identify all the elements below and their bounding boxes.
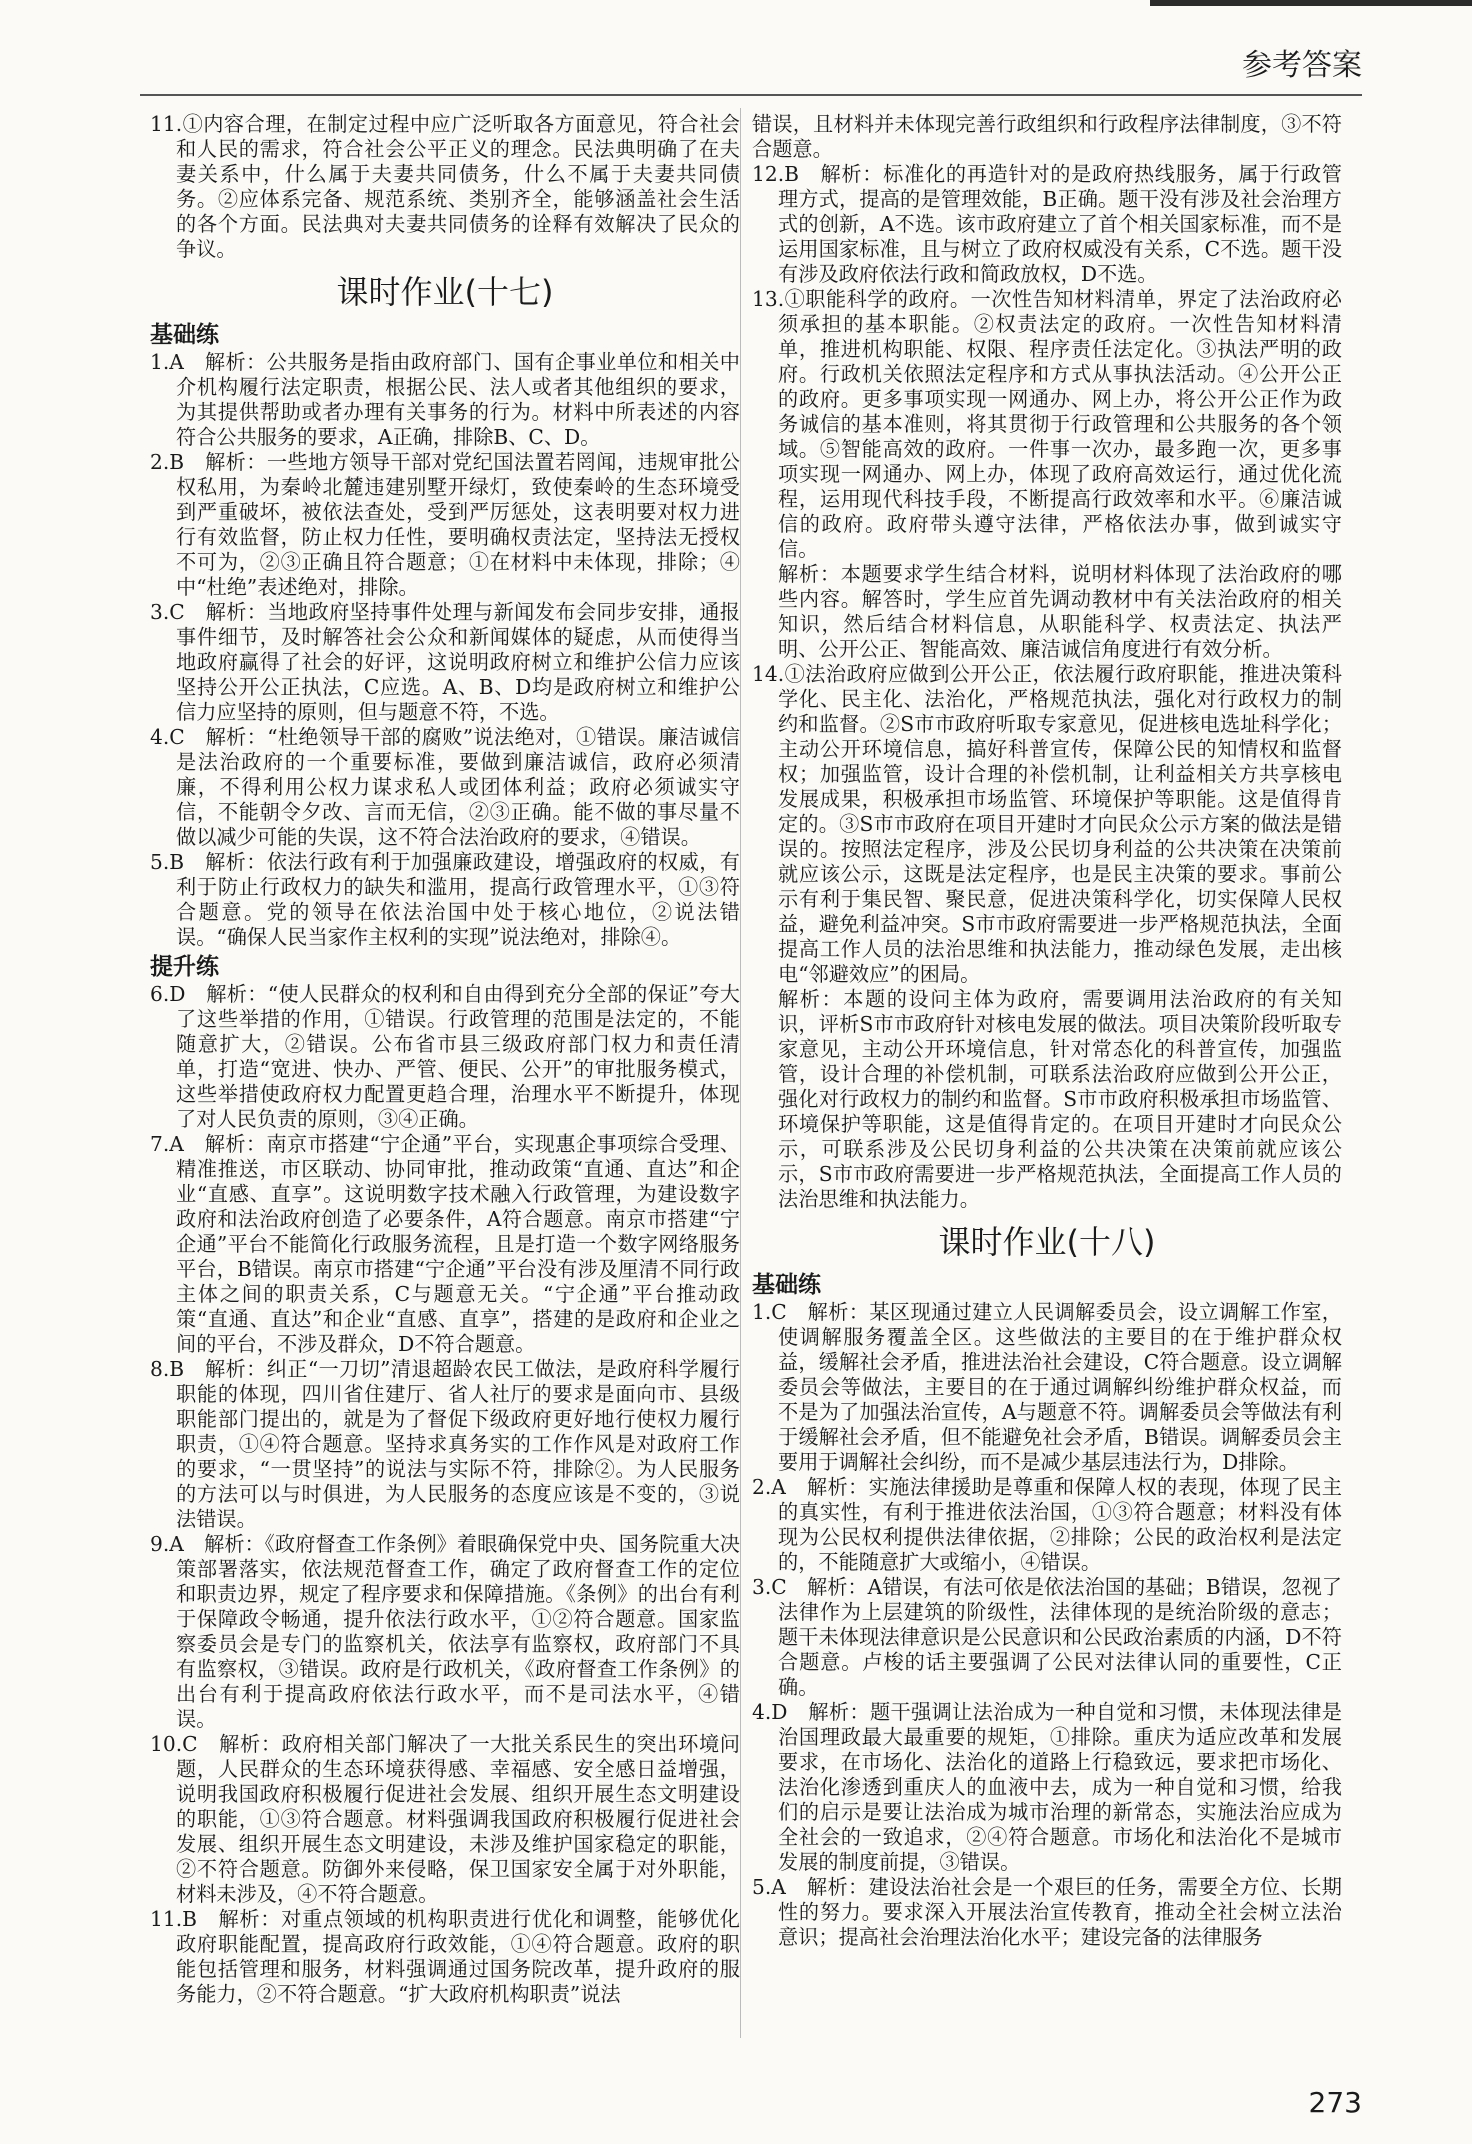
answer-entry: 10.C 解析：政府相关部门解决了一大批关系民生的突出环境问题，人民群众的生态环境获得感、幸福感、安全感日益增强，说明我国政府积极履行促进社会发展、组织开展生态文明建设的职能，①③符合题意。材料强调我国政府积极履行促进社会发展、组织开展生态文明建设，未涉及维护国家稳定的职能，②不符合题意。防御外来侵略，保卫国家安全属于对外职能，材料未涉及，④不符合题意。 <box>150 1732 740 1906</box>
answer-entry: 4.D 解析：题干强调让法治成为一种自觉和习惯，未体现法律是治国理政最大最重要的规矩，①排除。重庆为适应改革和发展要求，在市场化、法治化的道路上行稳致远，要求把市场化、法治化渗透到重庆人的血液中去，成为一种自觉和习惯，给我们的启示是要让法治成为城市治理的新常态，实施法治应成为全社会的一致追求，②④符合题意。市场化和法治化不是城市发展的制度前提，③错误。 <box>752 1700 1342 1874</box>
section-title: 课时作业(十七) <box>336 273 554 311</box>
page-number: 273 <box>1308 2086 1362 2119</box>
answer-entry: 7.A 解析：南京市搭建“宁企通”平台，实现惠企事项综合受理、精准推送，市区联动、协同审批，推动政策“直通、直达”和企业“直感、直享”。这说明数字技术融入行政管理，为建设数字政府和法治政府创造了必要条件，A符合题意。南京市搭建“宁企通”平台不能简化行政服务流程，且是打造一个数字网络服务平台，B错误。南京市搭建“宁企通”平台没有涉及厘清不同行政主体之间的职责关系，C与题意无关。“宁企通”平台推动政策“直通、直达”和企业“直感、直享”，搭建的是政府和企业之间的平台，不涉及群众，D不符合题意。 <box>150 1132 740 1356</box>
answer-entry: 9.A 解析：《政府督查工作条例》着眼确保党中央、国务院重大决策部署落实，依法规范督查工作，确定了政府督查工作的定位和职责边界，规定了程序要求和保障措施。《条例》的出台有利于保障政令畅通，提升依法行政水平，①②符合题意。国家监察委员会是专门的监察机关，依法享有监察权，政府部门不具有监察权，③错误。政府是行政机关，《政府督查工作条例》的出台有利于提高政府依法行政水平，而不是司法水平，④错误。 <box>150 1532 740 1731</box>
subsection-title: 基础练 <box>150 322 219 348</box>
answer-entry: 2.A 解析：实施法律援助是尊重和保障人权的表现，体现了民主的真实性，有利于推进依法治国，①③符合题意；材料没有体现为公民权利提供法律依据，②排除；公民的政治权利是法定的，不能随意扩大或缩小，④错误。 <box>752 1475 1342 1574</box>
answer-entry: 13.①职能科学的政府。一次性告知材料清单，界定了法治政府必须承担的基本职能。②权责法定的政府。一次性告知材料清单，推进机构职能、权限、程序责任法定化。③执法严明的政府。行政机关依照法定程序和方式从事执法活动。④公开公正的政府。更多事项实现一网通办、网上办，将公开公正作为政务诚信的基本准则，将其贯彻于行政管理和公共服务的各个领域。⑤智能高效的政府。一件事一次办，最多跑一次，更多事项实现一网通办、网上办，体现了政府高效运行，通过优化流程，运用现代科技手段，不断提高行政效率和水平。⑥廉洁诚信的政府。政府带头遵守法律，严格依法办事，做到诚实守信。 <box>752 287 1342 561</box>
top-rule <box>1150 0 1472 6</box>
left-column <box>150 112 740 2007</box>
answer-entry: 12.B 解析：标准化的再造针对的是政府热线服务，属于行政管理方式，提高的是管理效能，B正确。题干没有涉及社会治理方式的创新，A不选。该市政府建立了首个相关国家标准，而不是运用国家标准，且与树立了政府权威没有关系，C不选。题干没有涉及政府依法行政和简政放权，D不选。 <box>752 162 1342 286</box>
answer-continuation: 错误，且材料并未体现完善行政组织和行政程序法律制度，③不符合题意。 <box>752 112 1342 161</box>
column-divider <box>740 108 741 2038</box>
answer-entry: 3.C 解析：当地政府坚持事件处理与新闻发布会同步安排，通报事件细节，及时解答社会公众和新闻媒体的疑虑，从而使得当地政府赢得了社会的好评，这说明政府树立和维护公信力应该坚持公开公正执法，C应选。A、B、D均是政府树立和维护公信力应坚持的原则，但与题意不符，不选。 <box>150 600 740 724</box>
answer-entry: 5.A 解析：建设法治社会是一个艰巨的任务，需要全方位、长期性的努力。要求深入开展法治宣传教育，推动全社会树立法治意识；提高社会治理法治化水平；建设完备的法律服务 <box>752 1875 1342 1949</box>
answer-entry: 14.①法治政府应做到公开公正，依法履行政府职能，推进决策科学化、民主化、法治化，严格规范执法，强化对行政权力的制约和监督。②S市市政府听取专家意见，促进核电选址科学化；主动公开环境信息，搞好科普宣传，保障公民的知情权和监督权；加强监管，设计合理的补偿机制，让利益相关方共享核电发展成果，积极承担市场监管、环境保护等职能。这是值得肯定的。③S市市政府在项目开建时才向民众公示方案的做法是错误的。按照法定程序，涉及公民切身利益的公共决策在决策前就应该公示，这既是法定程序，也是民主决策的要求。事前公示有利于集民智、聚民意，促进决策科学化，切实保障人民权益，避免利益冲突。S市市政府需要进一步严格规范执法，全面提高工作人员的法治思维和执法能力，推动绿色发展，走出核电“邻避效应”的困局。 <box>752 662 1342 986</box>
answer-entry: 4.C 解析：“杜绝领导干部的腐败”说法绝对，①错误。廉洁诚信是法治政府的一个重要标准，要做到廉洁诚信，政府必须清廉，不得利用公权力谋求私人或团体利益；政府必须诚实守信，不能朝令夕改、言而无信，②③正确。能不做的事尽量不做以减少可能的失误，这不符合法治政府的要求，④错误。 <box>150 725 740 849</box>
answer-entry: 2.B 解析：一些地方领导干部对党纪国法置若罔闻，违规审批公权私用，为秦岭北麓违建别墅开绿灯，致使秦岭的生态环境受到严重破坏，被依法查处，受到严厉惩处，这表明要对权力进行有效监督，防止权力任性，要明确权责法定，坚持法无授权不可为，②③正确且符合题意；①在材料中未体现，排除；④中“杜绝”表述绝对，排除。 <box>150 450 740 599</box>
answer-entry: 5.B 解析：依法行政有利于加强廉政建设，增强政府的权威，有利于防止行政权力的缺失和滥用，提高行政管理水平，①③符合题意。党的领导在依法治国中处于核心地位，②说法错误。“确保人民当家作主权利的实现”说法绝对，排除④。 <box>150 850 740 949</box>
answer-entry: 1.C 解析：某区现通过建立人民调解委员会，设立调解工作室，使调解服务覆盖全区。这些做法的主要目的在于维护群众权益，缓解社会矛盾，推进法治社会建设，C符合题意。设立调解委员会等做法，主要目的在于通过调解纠纷维护群众权益，而不是为了加强法治宣传，A与题意不符。调解委员会等做法有利于缓解社会矛盾，但不能避免社会矛盾，B错误。调解委员会主要用于调解社会纠纷，而不是减少基层违法行为，D排除。 <box>752 1300 1342 1474</box>
header-divider <box>140 94 1362 96</box>
answer-entry: 1.A 解析：公共服务是指由政府部门、国有企事业单位和相关中介机构履行法定职责，根据公民、法人或者其他组织的要求，为其提供帮助或者办理有关事务的行为。材料中所表述的内容符合公共服务的要求，A正确，排除B、C、D。 <box>150 350 740 449</box>
header-label: 参考答案 <box>1242 48 1362 83</box>
answer-entry: 8.B 解析：纠正“一刀切”清退超龄农民工做法，是政府科学履行职能的体现，四川省住建厅、省人社厅的要求是面向市、县级职能部门提出的，就是为了督促下级政府更好地行使权力履行职责，①④符合题意。坚持求真务实的工作作风是对政府工作的要求，“一贯坚持”的说法与实际不符，排除②。为人民服务的方法可以与时俱进，为人民服务的态度应该是不变的，③说法错误。 <box>150 1357 740 1531</box>
subsection-title: 提升练 <box>150 954 219 980</box>
answer-entry: 11.①内容合理，在制定过程中应广泛听取各方面意见，符合社会和人民的需求，符合社会公平正义的理念。民法典明确了在夫妻关系中，什么属于夫妻共同债务，什么不属于夫妻共同债务。②应体系完备、规范系统、类别齐全，能够涵盖社会生活的各个方面。民法典对夫妻共同债务的诠释有效解决了民众的争议。 <box>150 112 740 261</box>
analysis-note: 解析：本题要求学生结合材料，说明材料体现了法治政府的哪些内容。解答时，学生应首先调动教材中有关法治政府的相关知识，然后结合材料信息，从职能科学、权责法定、执法严明、公开公正、智能高效、廉洁诚信角度进行有效分析。 <box>778 562 1342 661</box>
analysis-note: 解析：本题的设问主体为政府，需要调用法治政府的有关知识，评析S市市政府针对核电发展的做法。项目决策阶段听取专家意见，主动公开环境信息，针对常态化的科普宣传，加强监管，设计合理的补偿机制，可联系法治政府应做到公开公正，强化对行政权力的制约和监督。S市市政府积极承担市场监管、环境保护等职能，这是值得肯定的。在项目开建时才向民众公示，可联系涉及公民切身利益的公共决策在决策前就应该公示，S市市政府需要进一步严格规范执法，全面提高工作人员的法治思维和执法能力。 <box>778 987 1342 1211</box>
right-column <box>752 112 1342 1950</box>
answer-entry: 3.C 解析：A错误，有法可依是依法治国的基础；B错误，忽视了法律作为上层建筑的阶级性，法律体现的是统治阶级的意志；题干未体现法律意识是公民意识和公民政治素质的内涵，D不符合题意。卢梭的话主要强调了公民对法律认同的重要性，C正确。 <box>752 1575 1342 1699</box>
answer-entry: 11.B 解析：对重点领域的机构职责进行优化和调整，能够优化政府职能配置，提高政府行政效能，①④符合题意。政府的职能包括管理和服务，材料强调通过国务院改革，提升政府的服务能力，②不符合题意。“扩大政府机构职责”说法 <box>150 1907 740 2006</box>
section-title: 课时作业(十八) <box>938 1223 1156 1261</box>
answer-entry: 6.D 解析：“使人民群众的权利和自由得到充分全部的保证”夸大了这些举措的作用，①错误。行政管理的范围是法定的，不能随意扩大，②错误。公布省市县三级政府部门权力和责任清单，打造“宽进、快办、严管、便民、公开”的审批服务模式，这些举措使政府权力配置更趋合理，治理水平不断提升，体现了对人民负责的原则，③④正确。 <box>150 982 740 1131</box>
subsection-title: 基础练 <box>752 1272 821 1298</box>
